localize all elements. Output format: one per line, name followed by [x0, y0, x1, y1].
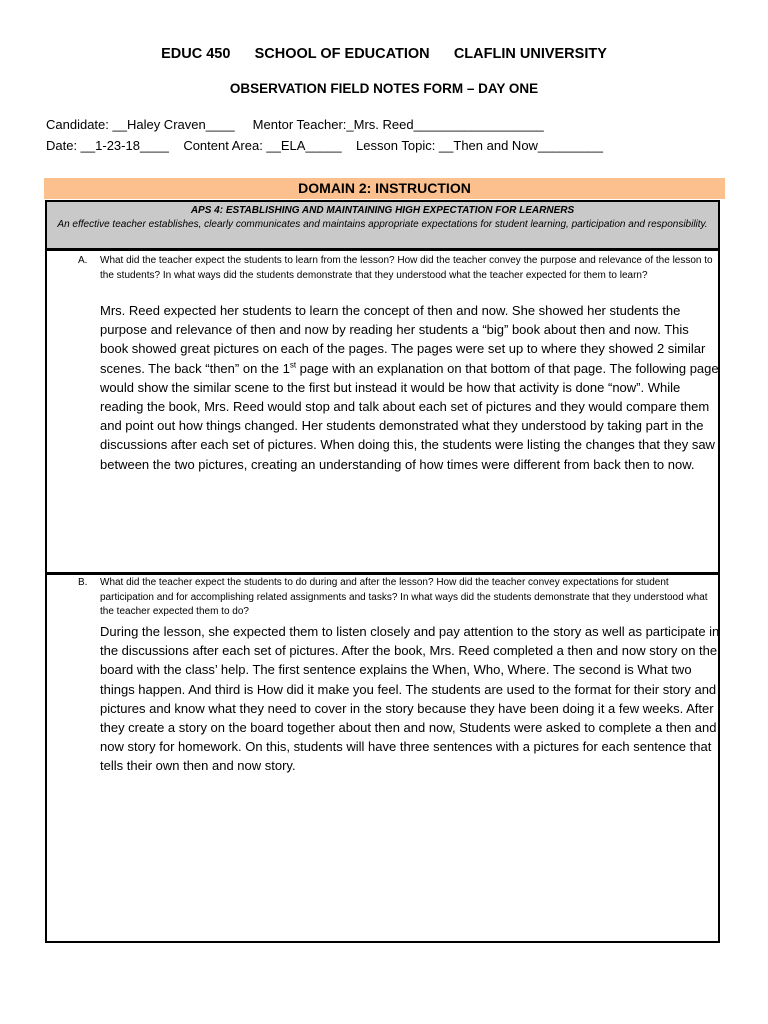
school-name: SCHOOL OF EDUCATION [254, 46, 430, 62]
course-code: EDUC 450 [161, 46, 231, 62]
candidate-line: Candidate: __Haley Craven____ Mentor Teacher:_Mrs. Reed__________________ [46, 117, 544, 132]
aps-title: APS 4: ESTABLISHING AND MAINTAINING HIGH EXPECTATION FOR LEARNERS [190, 205, 575, 216]
section-a-question: What did the teacher expect the students to learn from the lesson? How did the teacher convey the purpose and relevance of the lesson to the students? In what ways did the students demonstrate that they understood what the teacher expected for them to learn? [100, 255, 713, 281]
section-b [45, 573, 720, 943]
aps-box [45, 200, 720, 250]
domain-heading: DOMAIN 2: INSTRUCTION [44, 178, 725, 199]
form-title: OBSERVATION FIELD NOTES FORM – DAY ONE [229, 81, 539, 96]
section-a-answer-part1: Mrs. Reed expected her students to learn the concept of then and now. She showed her students the purpose and relevance of then and now by reading her students a “big” book about then and now. This book showed great pictures on each of the pages. The pages were set up to where they showed 2 similar scenes. The back “then” on the 1 [100, 303, 706, 376]
section-a [45, 250, 720, 574]
aps-description: An effective teacher establishes, clearly communicates and maintains appropriate expectations for student learning, participation and responsibility. [57, 218, 708, 230]
section-a-answer [100, 301, 720, 474]
section-b-question: What did the teacher expect the students to do during and after the lesson? How did the teacher convey expectations for student participation and for accomplishing related assignments and tasks? In what ways did the students demonstrate that they understood what the teacher expected them to do? [100, 577, 708, 617]
section-a-superscript: st [289, 360, 297, 370]
section-b-label: B. [78, 577, 88, 588]
university-name: CLAFLIN UNIVERSITY [453, 46, 607, 62]
date-line: Date: __1-23-18____ Content Area: __ELA_____ Lesson Topic: __Then and Now_________ [46, 138, 604, 153]
section-a-label: A. [78, 255, 88, 266]
section-a-answer-part2: page with an explanation on that bottom of that page. The following page would show the similar scene to the first but instead it would be how that activity is done “now”. While reading the book, Mrs. Reed would stop and talk about each set of pictures and they would compare them and point out how things changed. Her students demonstrated what they understood by taking part in the discussions after each set of pictures. When doing this, the students were listing the changes that they saw between the two pictures, creating an understanding of how times were different from back then to now. [100, 360, 719, 472]
section-a-question-block [78, 254, 720, 283]
form-header [0, 46, 768, 62]
section-b-answer: During the lesson, she expected them to listen closely and pay attention to the story as well as participate in the discussions after each set of pictures. After the book, Mrs. Reed completed a then and now story on the board with the class’ help. The first sentence explains the When, Who, Where. The second is What two things happen. And third is How did it make you feel. The students are used to the format for their story and pictures and know what they need to cover in the story because they have been doing it a few weeks. After they create a story on the board together about then and now, Students were asked to complete a then and now story for homework. On this, students will have three sentences with a pictures for each sentence that tells their own then and now story. [100, 624, 720, 774]
section-b-question-block [78, 576, 720, 620]
